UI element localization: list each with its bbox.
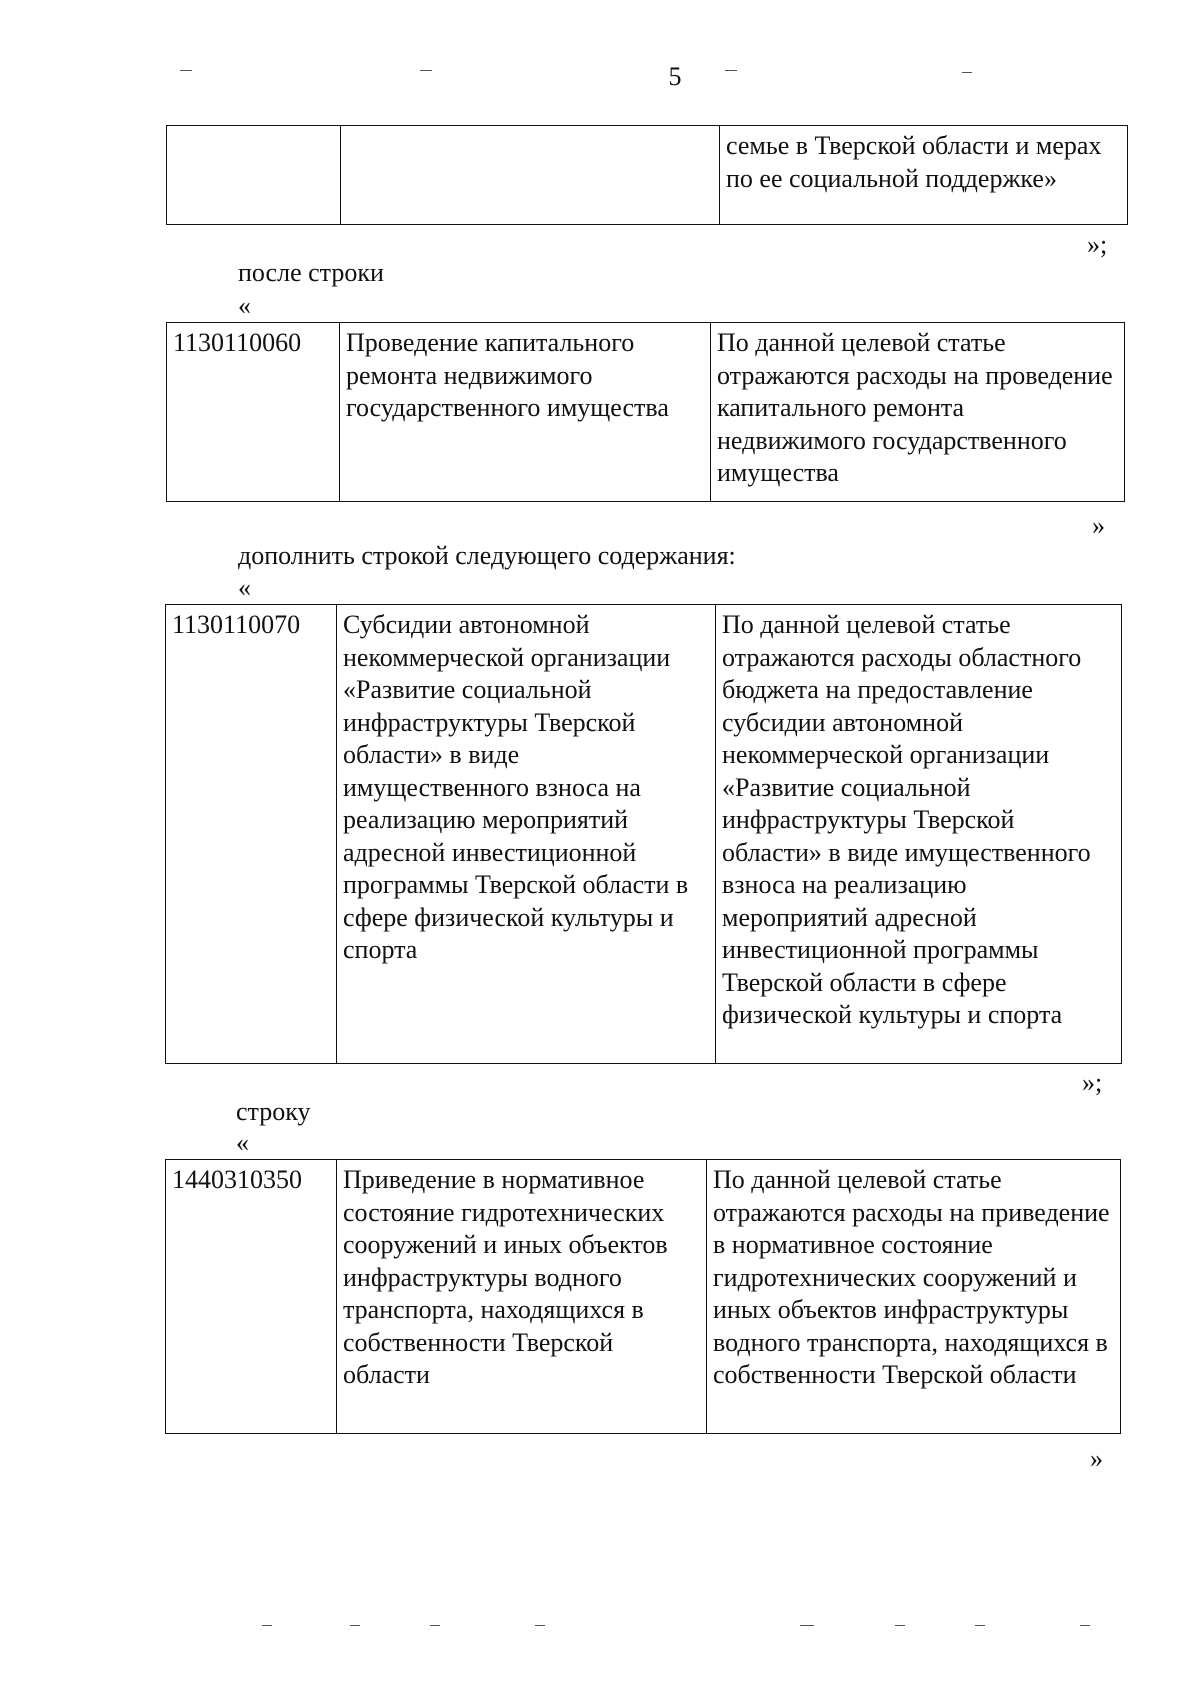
table-row <box>166 605 1122 1064</box>
item-name-cell: Приведение в нормативное состояние гидротехнических сооружений и иных объектов инфраструктуры водного транспорта, находящихся в собственности Тверской области <box>337 1160 707 1434</box>
budget-code-cell: 1130110070 <box>166 605 337 1064</box>
item-description-cell: По данной целевой статье отражаются расходы на проведение капитального ремонта недвижимого государственного имущества <box>711 323 1125 502</box>
item-description-cell: семье в Тверской области и мерах по ее социальной поддержке» <box>720 126 1128 225</box>
scan-mark <box>975 1625 985 1626</box>
scan-mark <box>1080 1625 1090 1626</box>
budget-code-cell: 1440310350 <box>166 1160 337 1434</box>
item-description-cell: По данной целевой статье отражаются расходы областного бюджета на предоставление субсидии автономной некоммерческой организации «Развитие социальной инфраструктуры Тверской области» в виде имущественного взноса на реализацию мероприятий адресной инвестиционной программы Тверской области в сфере физической культуры и спорта <box>716 605 1122 1064</box>
scan-mark <box>350 1625 360 1626</box>
scan-mark <box>430 1625 440 1626</box>
item-name-cell <box>341 126 720 225</box>
budget-code-cell: 1130110060 <box>167 323 340 502</box>
table-row <box>167 323 1125 502</box>
item-description-cell: По данной целевой статье отражаются расходы на приведение в нормативное состояние гидротехнических сооружений и иных объектов инфраструктуры водного транспорта, находящихся в собственности Тверской области <box>707 1160 1121 1434</box>
closing-quote: »; <box>1082 1068 1103 1097</box>
scan-mark <box>262 1625 272 1626</box>
table-continuation <box>166 125 1128 225</box>
scan-mark <box>895 1625 905 1626</box>
item-name-cell: Субсидии автономной некоммерческой организации «Развитие социальной инфраструктуры Тверской области» в виде имущественного взноса на реализацию мероприятий адресной инвестиционной программы Тверской области в сфере физической культуры и спорта <box>337 605 716 1064</box>
instruction-line: строку <box>236 1097 311 1126</box>
table-row <box>166 1160 1121 1434</box>
table-replaced-row <box>165 1159 1121 1434</box>
closing-quote: »; <box>1087 230 1108 259</box>
table-row <box>167 126 1128 225</box>
instruction-after-line: после строки <box>238 258 384 287</box>
table-after-row <box>166 322 1125 502</box>
opening-quote: « <box>238 573 251 602</box>
opening-quote: « <box>238 291 251 320</box>
instruction-add-line: дополнить строкой следующего содержания: <box>238 541 736 570</box>
item-name-cell: Проведение капитального ремонта недвижимого государственного имущества <box>340 323 711 502</box>
table-new-row <box>165 604 1122 1064</box>
page-number: 5 <box>668 62 682 91</box>
opening-quote: « <box>236 1128 249 1157</box>
budget-code-cell <box>167 126 341 225</box>
scan-mark <box>535 1625 545 1626</box>
scan-mark <box>800 1625 814 1626</box>
closing-quote: » <box>1090 1444 1103 1473</box>
closing-quote: » <box>1092 511 1105 540</box>
